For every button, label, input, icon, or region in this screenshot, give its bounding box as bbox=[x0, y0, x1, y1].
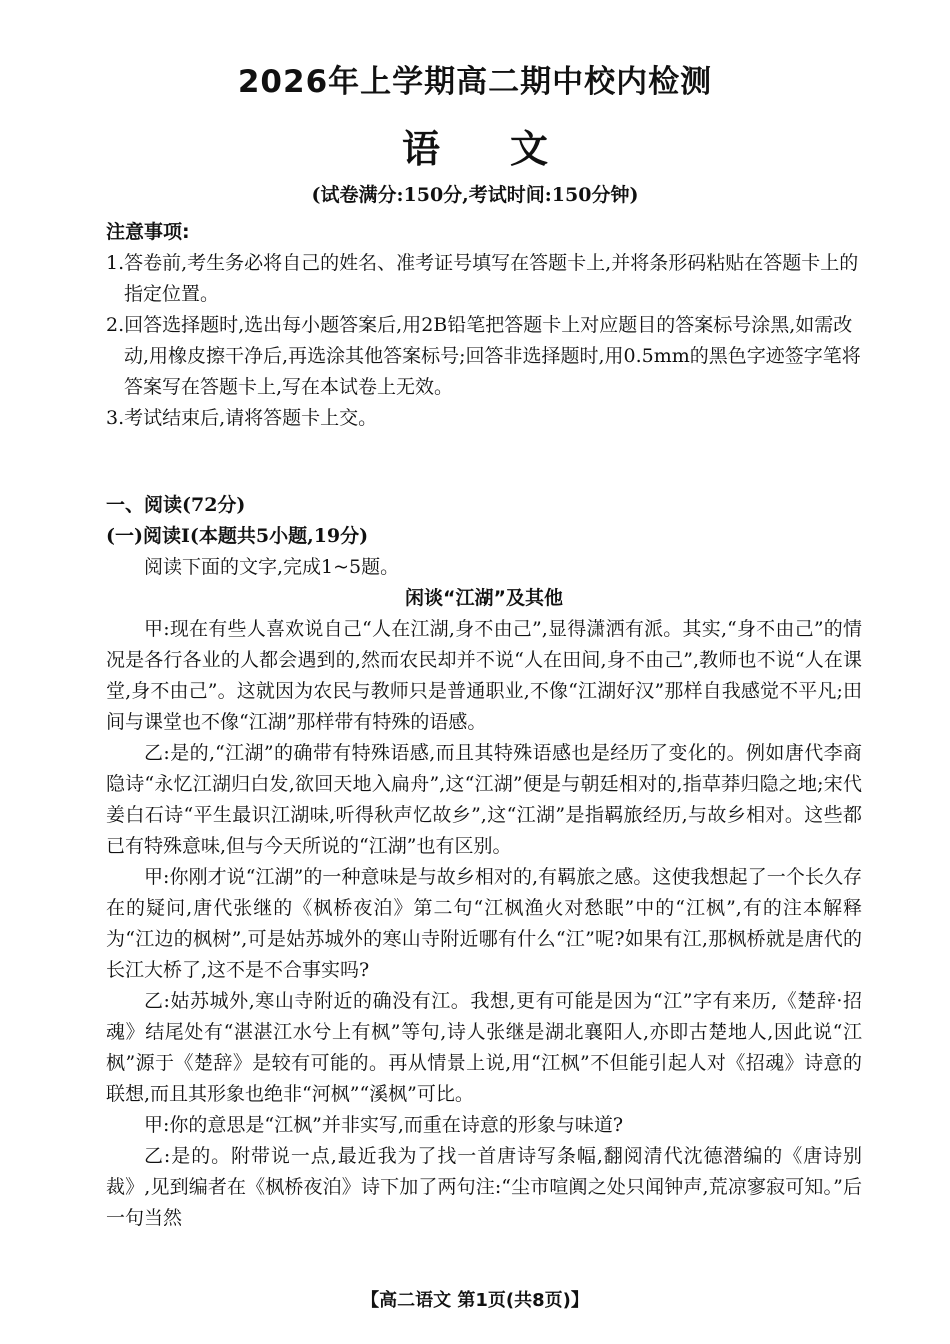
article-paragraph: 乙:是的,“江湖”的确带有特殊语感,而且其特殊语感也是经历了变化的。例如唐代李商隐诗“永忆江湖归白发,欲回天地入扁舟”,这“江湖”便是与朝廷相对的,指草莽归隐之地;宋代姜白石诗“平生最识江湖味,听得秋声忆故乡”,这“江湖”是指羁旅经历,与故乡相对。这些都已有特殊意味,但与今天所说的“江湖”也有区别。 bbox=[106, 742, 862, 857]
exam-title: 2026年上学期高二期中校内检测 bbox=[237, 64, 713, 100]
exam-content bbox=[106, 214, 862, 1234]
exam-info: (试卷满分:150分,考试时间:150分钟) bbox=[311, 184, 639, 206]
notice-title: 注意事项: bbox=[106, 221, 190, 243]
article-paragraph: 甲:你刚才说“江湖”的一种意味是与故乡相对的,有羁旅之感。这使我想起了一个长久存在的疑问,唐代张继的《枫桥夜泊》第二句“江枫渔火对愁眠”中的“江枫”,有的注本解释为“江边的枫树”,可是姑苏城外的寒山寺附近哪有什么“江”呢?如果有江,那枫桥就是唐代的长江大桥了,这不是不合事实吗? bbox=[106, 866, 862, 981]
article-paragraph: 甲:现在有些人喜欢说自己“人在江湖,身不由己”,显得潇洒有派。其实,“身不由己”的情况是各行各业的人都会遇到的,然而农民却并不说“人在田间,身不由己”,教师也不说“人在课堂,身不由己”。这就因为农民与教师只是普通职业,不像“江湖好汉”那样自我感觉不平凡;田间与课堂也不像“江湖”那样带有特殊的语感。 bbox=[106, 618, 862, 733]
notice-item: 1.答卷前,考生务必将自己的姓名、准考证号填写在答题卡上,并将条形码粘贴在答题卡上的指定位置。 bbox=[106, 252, 859, 305]
section-instruction: 阅读下面的文字,完成1~5题。 bbox=[144, 556, 400, 578]
subject-title: 语文 bbox=[401, 127, 618, 171]
article-paragraph: 乙:姑苏城外,寒山寺附近的确没有江。我想,更有可能是因为“江”字有来历,《楚辞·招魂》结尾处有“湛湛江水兮上有枫”等句,诗人张继是湖北襄阳人,亦即古楚地人,因此说“江枫”源于《楚辞》是较有可能的。再从情景上说,用“江枫”不但能引起人对《招魂》诗意的联想,而且其形象也绝非“河枫”“溪枫”可比。 bbox=[106, 990, 862, 1105]
section-subtitle: (一)阅读Ⅰ(本题共5小题,19分) bbox=[106, 525, 369, 547]
page-footer: 【高二语文 第1页(共8页)】 bbox=[361, 1290, 589, 1311]
article-paragraph: 甲:你的意思是“江枫”并非实写,而重在诗意的形象与味道? bbox=[144, 1114, 624, 1136]
article-title: 闲谈“江湖”及其他 bbox=[405, 587, 563, 609]
notice-item: 2.回答选择题时,选出每小题答案后,用2B铅笔把答题卡上对应题目的答案标号涂黑,如需改动,用橡皮擦干净后,再选涂其他答案标号;回答非选择题时,用0.5mm的黑色字迹签字笔将答案写在答题卡上,写在本试卷上无效。 bbox=[106, 314, 861, 398]
notice-item: 3.考试结束后,请将答题卡上交。 bbox=[106, 407, 378, 429]
article-paragraph: 乙:是的。附带说一点,最近我为了找一首唐诗写条幅,翻阅清代沈德潜编的《唐诗别裁》,见到编者在《枫桥夜泊》诗下加了两句注:“尘市喧阗之处只闻钟声,荒凉寥寂可知。”后一句当然 bbox=[106, 1145, 862, 1229]
section-title: 一、阅读(72分) bbox=[106, 494, 246, 516]
